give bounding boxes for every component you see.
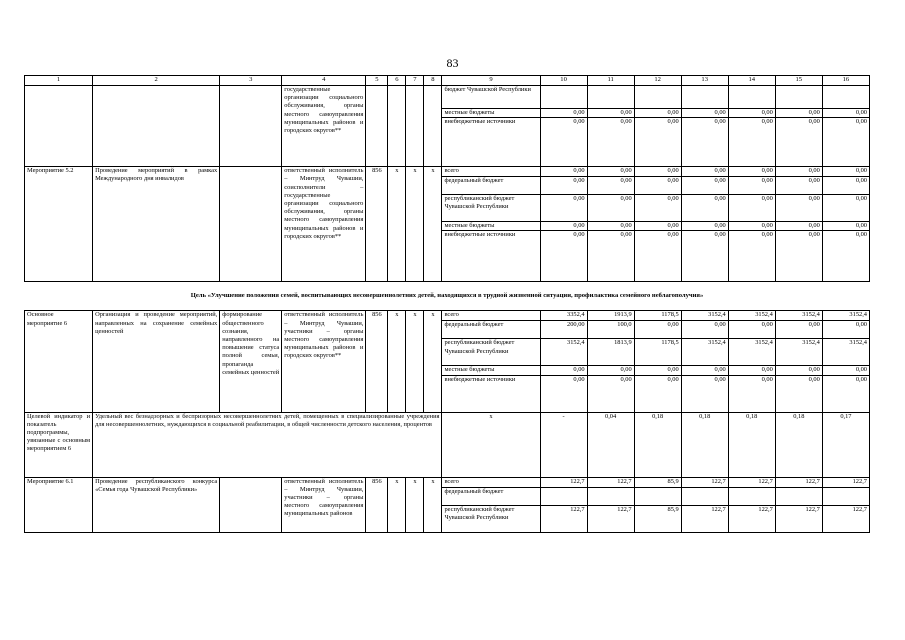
value-cell: 0,00 xyxy=(681,109,728,118)
indicator-mark-cell: x xyxy=(442,412,540,477)
expected-result-cell xyxy=(220,86,282,167)
value-cell: 3152,4 xyxy=(822,311,869,321)
header-cell: 11 xyxy=(587,76,634,86)
value-cell: 3152,4 xyxy=(728,339,775,366)
value-cell: 0,00 xyxy=(775,321,822,339)
budget-code-cell xyxy=(388,86,406,167)
header-cell: 3 xyxy=(220,76,282,86)
value-cell: 0,00 xyxy=(775,118,822,167)
value-cell xyxy=(728,487,775,505)
value-cell: 0,00 xyxy=(681,195,728,222)
value-cell: 1813,9 xyxy=(587,339,634,366)
value-cell: 0,00 xyxy=(822,222,869,231)
value-cell: - xyxy=(540,412,587,477)
header-cell: 2 xyxy=(93,76,220,86)
event-description-cell xyxy=(93,86,220,167)
value-cell xyxy=(681,487,728,505)
event-description-cell: Проведение республиканского конкурса «Семья года Чувашской Республики» xyxy=(93,477,220,532)
value-cell: 0,00 xyxy=(634,375,681,412)
indicator-row xyxy=(25,412,870,477)
value-cell: 122,7 xyxy=(681,477,728,487)
event-name-cell: Мероприятие 5.2 xyxy=(25,167,93,282)
value-cell: 0,00 xyxy=(775,231,822,282)
value-cell xyxy=(587,86,634,109)
value-cell: 0,00 xyxy=(728,222,775,231)
value-cell: 0,17 xyxy=(822,412,869,477)
value-cell: 122,7 xyxy=(822,477,869,487)
value-cell: 0,00 xyxy=(634,231,681,282)
value-cell: 0,00 xyxy=(775,109,822,118)
value-cell: 0,00 xyxy=(822,167,869,177)
value-cell: 0,00 xyxy=(587,231,634,282)
value-cell: 0,00 xyxy=(775,195,822,222)
value-cell: 0,00 xyxy=(681,167,728,177)
funding-source-cell: федеральный бюджет xyxy=(442,487,540,505)
budget-code-cell: x xyxy=(406,311,424,412)
value-cell: 0,00 xyxy=(822,231,869,282)
value-cell: 100,0 xyxy=(587,321,634,339)
value-cell: 1178,5 xyxy=(634,339,681,366)
value-cell: 0,18 xyxy=(634,412,681,477)
funding-source-cell: бюджет Чувашской Республики xyxy=(442,86,540,109)
value-cell xyxy=(634,86,681,109)
expected-result-cell xyxy=(220,167,282,282)
expected-result-cell: формирование общественного сознания, направленного на повышение статуса полной семьи, пропаганда семейных ценностей xyxy=(220,311,282,412)
value-cell: 85,9 xyxy=(634,505,681,532)
value-cell xyxy=(634,487,681,505)
value-cell: 122,7 xyxy=(540,477,587,487)
value-cell: 3352,4 xyxy=(540,311,587,321)
table-body xyxy=(25,76,870,533)
value-cell: 0,00 xyxy=(540,177,587,195)
value-cell: 0,00 xyxy=(822,118,869,167)
budget-code-cell: x xyxy=(406,167,424,282)
budget-code-cell: x xyxy=(406,477,424,532)
table-row xyxy=(25,311,870,321)
value-cell: 122,7 xyxy=(587,505,634,532)
indicator-label-cell: Целевой индикатор и показатель подпрограммы, увязанные с основным мероприятием 6 xyxy=(25,412,93,477)
value-cell: 0,00 xyxy=(587,109,634,118)
value-cell: 0,00 xyxy=(728,195,775,222)
budget-code-cell xyxy=(424,86,442,167)
header-cell: 12 xyxy=(634,76,681,86)
value-cell: 0,00 xyxy=(822,375,869,412)
value-cell: 3152,4 xyxy=(728,311,775,321)
header-cell: 6 xyxy=(388,76,406,86)
executor-cell: ответственный исполнитель – Минтруд Чувашии, участники – органы местного самоуправления муниципальных районов и городских округов** xyxy=(282,311,366,412)
value-cell: 0,00 xyxy=(681,231,728,282)
table-row xyxy=(25,477,870,487)
value-cell: 122,7 xyxy=(728,505,775,532)
funding-source-cell: местные бюджеты xyxy=(442,366,540,375)
value-cell: 0,00 xyxy=(540,222,587,231)
table-row xyxy=(25,167,870,177)
value-cell: 1178,5 xyxy=(634,311,681,321)
header-cell: 15 xyxy=(775,76,822,86)
value-cell: 0,00 xyxy=(775,366,822,375)
value-cell: 0,00 xyxy=(540,231,587,282)
value-cell: 0,18 xyxy=(681,412,728,477)
funding-source-cell: внебюджетные источники xyxy=(442,118,540,167)
funding-source-cell: всего xyxy=(442,477,540,487)
value-cell xyxy=(775,487,822,505)
value-cell: 0,00 xyxy=(634,222,681,231)
value-cell: 0,00 xyxy=(634,109,681,118)
value-cell xyxy=(822,86,869,109)
value-cell: 0,00 xyxy=(587,195,634,222)
value-cell: 0,00 xyxy=(728,167,775,177)
header-cell: 16 xyxy=(822,76,869,86)
header-cell: 4 xyxy=(282,76,366,86)
value-cell: 0,00 xyxy=(681,118,728,167)
value-cell: 0,00 xyxy=(822,177,869,195)
value-cell: 0,00 xyxy=(728,321,775,339)
value-cell xyxy=(775,86,822,109)
value-cell: 0,00 xyxy=(822,195,869,222)
value-cell: 0,00 xyxy=(728,366,775,375)
budget-code-cell: 856 xyxy=(366,477,388,532)
indicator-text-cell: Удельный вес безнадзорных и беспризорных несовершеннолетних детей, помещенных в специализированные учреждения для несовершеннолетних, нуждающихся в социальной реабилитации, в общей численности детского населения, процентов xyxy=(93,412,442,477)
value-cell: 122,7 xyxy=(775,505,822,532)
value-cell: 1913,9 xyxy=(587,311,634,321)
budget-code-cell: 856 xyxy=(366,311,388,412)
value-cell: 0,00 xyxy=(587,177,634,195)
event-name-cell xyxy=(25,86,93,167)
budget-code-cell: x xyxy=(424,477,442,532)
header-cell: 13 xyxy=(681,76,728,86)
header-cell: 9 xyxy=(442,76,540,86)
value-cell: 0,00 xyxy=(775,177,822,195)
funding-source-cell: федеральный бюджет xyxy=(442,177,540,195)
funding-source-cell: всего xyxy=(442,311,540,321)
table-row xyxy=(25,86,870,109)
value-cell: 0,18 xyxy=(775,412,822,477)
funding-source-cell: федеральный бюджет xyxy=(442,321,540,339)
value-cell: 0,00 xyxy=(540,109,587,118)
value-cell: 122,7 xyxy=(540,505,587,532)
value-cell: 0,00 xyxy=(822,366,869,375)
expected-result-cell xyxy=(220,477,282,532)
budget-code-cell: x xyxy=(388,311,406,412)
budget-code-cell: 856 xyxy=(366,167,388,282)
value-cell: 0,00 xyxy=(822,109,869,118)
value-cell: 0,00 xyxy=(822,321,869,339)
value-cell: 200,00 xyxy=(540,321,587,339)
header-cell: 14 xyxy=(728,76,775,86)
value-cell: 0,00 xyxy=(775,375,822,412)
value-cell: 0,04 xyxy=(587,412,634,477)
value-cell: 3152,4 xyxy=(681,311,728,321)
value-cell: 0,00 xyxy=(634,118,681,167)
budget-code-cell: x xyxy=(388,167,406,282)
goal-row xyxy=(25,282,870,311)
value-cell: 0,00 xyxy=(587,366,634,375)
value-cell: 0,00 xyxy=(587,167,634,177)
event-description-cell: Проведение мероприятий в рамках Международного дня инвалидов xyxy=(93,167,220,282)
value-cell xyxy=(587,487,634,505)
value-cell: 0,00 xyxy=(587,222,634,231)
budget-code-cell: x xyxy=(388,477,406,532)
value-cell: 3152,4 xyxy=(775,339,822,366)
value-cell: 0,00 xyxy=(540,375,587,412)
value-cell: 122,7 xyxy=(775,477,822,487)
header-cell: 7 xyxy=(406,76,424,86)
value-cell: 0,00 xyxy=(634,167,681,177)
value-cell xyxy=(540,86,587,109)
value-cell: 0,00 xyxy=(540,366,587,375)
executor-cell: государственные организации социального обслуживания, органы местного самоуправления муниципальных районов и городских округов** xyxy=(282,86,366,167)
value-cell: 0,00 xyxy=(681,366,728,375)
value-cell xyxy=(681,86,728,109)
value-cell: 0,00 xyxy=(634,366,681,375)
funding-source-cell: республиканский бюджет Чувашской Республики xyxy=(442,339,540,366)
event-name-cell: Основное мероприятие 6 xyxy=(25,311,93,412)
value-cell: 0,00 xyxy=(634,177,681,195)
executor-cell: ответственный исполнитель – Минтруд Чувашии, соисполнители – государственные организации социального обслуживания, органы местного самоуправления муниципальных районов и городских округов** xyxy=(282,167,366,282)
value-cell: 3152,4 xyxy=(540,339,587,366)
header-row xyxy=(25,76,870,86)
value-cell: 0,00 xyxy=(728,231,775,282)
value-cell: 0,00 xyxy=(634,195,681,222)
header-cell: 1 xyxy=(25,76,93,86)
value-cell: 0,00 xyxy=(540,195,587,222)
budget-code-cell: x xyxy=(424,311,442,412)
goal-title: Цель «Улучшение положения семей, воспитывающих несовершеннолетних детей, находящихся в трудной жизненной ситуации, профилактика семейного неблагополучия» xyxy=(25,282,870,311)
value-cell: 122,7 xyxy=(728,477,775,487)
value-cell: 0,00 xyxy=(728,177,775,195)
value-cell: 0,00 xyxy=(681,222,728,231)
value-cell: 0,00 xyxy=(775,222,822,231)
value-cell: 122,7 xyxy=(681,505,728,532)
header-cell: 10 xyxy=(540,76,587,86)
value-cell: 0,00 xyxy=(587,118,634,167)
funding-source-cell: внебюджетные источники xyxy=(442,375,540,412)
budget-table xyxy=(24,75,870,533)
value-cell: 0,00 xyxy=(681,177,728,195)
executor-cell: ответственный исполнитель – Минтруд Чувашии, участники – органы местного самоуправления муниципальных районов xyxy=(282,477,366,532)
funding-source-cell: внебюджетные источники xyxy=(442,231,540,282)
value-cell: 0,00 xyxy=(775,167,822,177)
value-cell: 3152,4 xyxy=(775,311,822,321)
value-cell: 0,18 xyxy=(728,412,775,477)
value-cell: 0,00 xyxy=(540,118,587,167)
event-name-cell: Мероприятие 6.1 xyxy=(25,477,93,532)
funding-source-cell: местные бюджеты xyxy=(442,222,540,231)
value-cell: 0,00 xyxy=(728,109,775,118)
funding-source-cell: республиканский бюджет Чувашской Республики xyxy=(442,195,540,222)
event-description-cell: Организация и проведение мероприятий, направленных на сохранение семейных ценностей xyxy=(93,311,220,412)
value-cell xyxy=(540,487,587,505)
budget-code-cell: x xyxy=(424,167,442,282)
value-cell: 122,7 xyxy=(587,477,634,487)
budget-code-cell xyxy=(406,86,424,167)
value-cell xyxy=(822,487,869,505)
value-cell: 0,00 xyxy=(681,375,728,412)
value-cell: 0,00 xyxy=(634,321,681,339)
header-cell: 5 xyxy=(366,76,388,86)
value-cell: 3152,4 xyxy=(681,339,728,366)
funding-source-cell: местные бюджеты xyxy=(442,109,540,118)
funding-source-cell: республиканский бюджет Чувашской Республики xyxy=(442,505,540,532)
header-cell: 8 xyxy=(424,76,442,86)
value-cell: 3152,4 xyxy=(822,339,869,366)
value-cell: 0,00 xyxy=(587,375,634,412)
value-cell: 0,00 xyxy=(728,118,775,167)
value-cell: 85,9 xyxy=(634,477,681,487)
value-cell: 122,7 xyxy=(822,505,869,532)
funding-source-cell: всего xyxy=(442,167,540,177)
value-cell xyxy=(728,86,775,109)
value-cell: 0,00 xyxy=(728,375,775,412)
page-number: 83 xyxy=(446,56,459,70)
value-cell: 0,00 xyxy=(681,321,728,339)
value-cell: 0,00 xyxy=(540,167,587,177)
budget-code-cell xyxy=(366,86,388,167)
